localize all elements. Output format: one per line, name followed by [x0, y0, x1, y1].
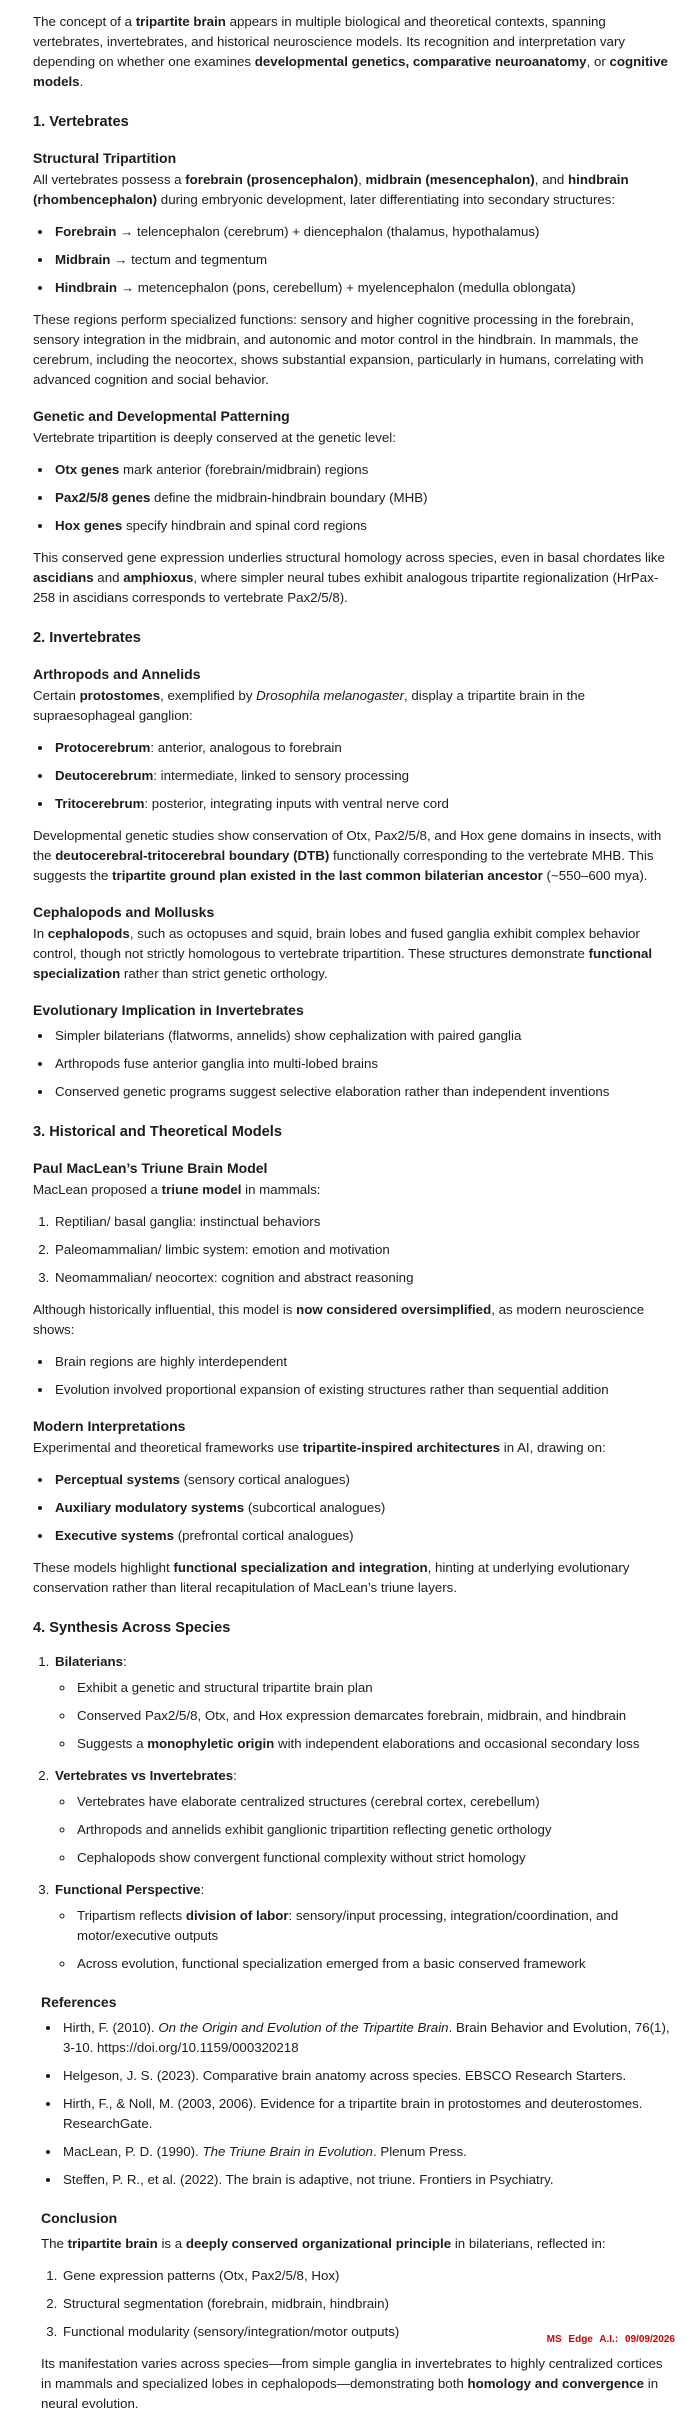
subheading-structural-tripartition: Structural Tripartition	[33, 150, 177, 166]
section-heading-historical-models: 3. Historical and Theoretical Models	[33, 1124, 282, 1140]
paragraph	[33, 1180, 673, 1200]
text-run: appears in multiple biological and theoretical contexts, spanning vertebrates, invertebrates, and historical neuroscience models. Its recognition and interpretation vary depending on whether one examines	[33, 14, 626, 69]
paragraph	[33, 826, 673, 886]
text-run: (~550–600 mya).	[542, 868, 648, 883]
list-item	[61, 2142, 673, 2162]
bold-text: Midbrain	[55, 252, 111, 267]
watermark: MS Edge A.I.: 09/09/2026	[546, 2334, 675, 2345]
list-item	[53, 1240, 673, 1260]
text-run: :	[123, 1654, 127, 1669]
text-run: , such as octopuses and squid, brain lobes and fused ganglia exhibit complex behavior control, though not strictly homologous to vertebrate tripartition. These structures demonstrate	[33, 926, 640, 961]
references-heading: References	[41, 1994, 117, 2010]
text-run: → metencephalon (pons, cerebellum) + myelencephalon (medulla oblongata)	[117, 280, 576, 295]
text-run: specify hindbrain and spinal cord regions	[122, 518, 367, 533]
bold-text: midbrain (mesencephalon)	[365, 172, 535, 187]
section-heading-vertebrates: 1. Vertebrates	[33, 114, 129, 130]
text-run: Vertebrates have elaborate centralized structures (cerebral cortex, cerebellum)	[77, 1794, 540, 1809]
bold-text: tripartite-inspired architectures	[302, 1440, 501, 1455]
text-run: mark anterior (forebrain/midbrain) regions	[119, 462, 369, 477]
paragraph	[33, 548, 673, 608]
paragraph	[33, 1300, 673, 1340]
list-item	[75, 1792, 673, 1812]
bold-text: amphioxus	[123, 570, 194, 585]
subheading-genetic-patterning: Genetic and Developmental Patterning	[33, 408, 290, 424]
paragraph	[33, 310, 673, 390]
bold-text: homology and convergence	[467, 2376, 645, 2391]
text-run: These models highlight	[33, 1560, 174, 1575]
list-item	[53, 488, 673, 508]
text-run: , where simpler neural tubes exhibit analogous tripartite regionalization (HrPax-258 in ascidians corresponds to vertebrate Pax2/5/8).	[33, 570, 659, 605]
text-run: during embryonic development, later differentiating into secondary structures:	[157, 192, 616, 207]
bold-text: developmental genetics, comparative neuroanatomy	[254, 54, 587, 69]
list-item	[53, 794, 673, 814]
list-item	[75, 1954, 673, 1974]
text-run: Developmental genetic studies show conservation of Otx, Pax2/5/8, and Hox gene domains in insects, with the	[33, 828, 662, 863]
text-run: MacLean, P. D. (1990).	[63, 2144, 203, 2159]
bold-text: Tritocerebrum	[55, 796, 145, 811]
text-run: Hirth, F. (2010).	[63, 2020, 159, 2035]
bold-text: monophyletic origin	[147, 1736, 275, 1751]
text-run: MacLean proposed a	[33, 1182, 162, 1197]
text-run: Exhibit a genetic and structural tripartite brain plan	[77, 1680, 373, 1695]
text-run: Arthropods and annelids exhibit ganglionic tripartition reflecting genetic orthology	[77, 1822, 552, 1837]
text-run: in mammals:	[241, 1182, 321, 1197]
text-run: Simpler bilaterians (flatworms, annelids) show cephalization with paired ganglia	[55, 1028, 522, 1043]
list-item	[53, 1212, 673, 1232]
paragraph	[33, 1438, 673, 1458]
references-list	[41, 2018, 673, 2190]
bold-text: division of labor	[185, 1908, 289, 1923]
synthesis-item	[53, 1766, 673, 1868]
text-run: Tripartism reflects	[77, 1908, 186, 1923]
bullet-list	[33, 1352, 673, 1400]
bold-text: hindbrain (rhombencephalon)	[33, 172, 629, 207]
text-run: Suggests a	[77, 1736, 148, 1751]
text-run: , or	[586, 54, 610, 69]
bold-text: forebrain (prosencephalon)	[185, 172, 359, 187]
bold-text: tripartite brain	[135, 14, 226, 29]
synthesis-item	[53, 1880, 673, 1974]
paragraph	[33, 170, 673, 210]
list-item	[53, 1082, 673, 1102]
section-heading-invertebrates: 2. Invertebrates	[33, 630, 141, 646]
text-run: Brain regions are highly interdependent	[55, 1354, 288, 1369]
text-run: The	[41, 2236, 68, 2251]
subheading-cephalopods: Cephalopods and Mollusks	[33, 904, 215, 920]
text-run: Reptilian/ basal ganglia: instinctual behaviors	[55, 1214, 321, 1229]
text-run: → tectum and tegmentum	[110, 252, 268, 267]
text-run: in bilaterians, reflected in:	[451, 2236, 606, 2251]
subheading-modern-interpretations: Modern Interpretations	[33, 1418, 186, 1434]
list-item	[53, 1054, 673, 1074]
bullet-list	[33, 738, 673, 814]
list-item	[53, 1268, 673, 1288]
text-run: : posterior, integrating inputs with ventral nerve cord	[144, 796, 449, 811]
bold-text: Hox genes	[55, 518, 123, 533]
text-run: : sensory/input processing, integration/coordination, and motor/executive outputs	[77, 1908, 619, 1943]
list-item	[53, 766, 673, 786]
bold-text: tripartite brain	[67, 2236, 158, 2251]
paragraph	[33, 924, 673, 984]
text-run: in neural evolution.	[41, 2376, 659, 2411]
list-item	[75, 1706, 673, 1726]
bold-text: Auxiliary modulatory systems	[55, 1500, 245, 1515]
text-run: This conserved gene expression underlies structural homology across species, even in basal chordates like	[33, 550, 665, 565]
text-run: . Brain Behavior and Evolution, 76(1), 3-10. https://doi.org/10.1159/000320218	[63, 2020, 670, 2055]
list-item	[53, 1526, 673, 1546]
list-item	[61, 2170, 673, 2190]
bold-text: cognitive models	[33, 54, 668, 89]
bold-text: protostomes	[79, 688, 161, 703]
italic-text: The Triune Brain in Evolution	[202, 2144, 373, 2159]
paragraph	[33, 428, 673, 448]
numbered-list	[33, 1212, 673, 1288]
text-run: Steffen, P. R., et al. (2022). The brain is adaptive, not triune. Frontiers in Psychiatry.	[63, 2172, 554, 2187]
subheading-triune-model: Paul MacLean’s Triune Brain Model	[33, 1160, 268, 1176]
list-item	[75, 1678, 673, 1698]
italic-text: Drosophila melanogaster	[256, 688, 404, 703]
bold-text: cephalopods	[47, 926, 130, 941]
text-run: Conserved Pax2/5/8, Otx, and Hox expression demarcates forebrain, midbrain, and hindbrain	[77, 1708, 627, 1723]
text-run: Vertebrate tripartition is deeply conserved at the genetic level:	[33, 430, 396, 445]
bold-text: triune model	[161, 1182, 242, 1197]
bullet-list	[33, 222, 673, 298]
text-run: ,	[358, 172, 366, 187]
subheading-evolutionary-implication: Evolutionary Implication in Invertebrates	[33, 1002, 304, 1018]
bold-text: Bilaterians	[55, 1654, 123, 1669]
bold-text: now considered oversimplified	[296, 1302, 492, 1317]
text-run: .	[79, 74, 84, 89]
list-item	[75, 1906, 673, 1946]
text-run: Evolution involved proportional expansion of existing structures rather than sequential addition	[55, 1382, 609, 1397]
list-item	[61, 2094, 673, 2134]
list-item	[53, 1026, 673, 1046]
text-run: In	[33, 926, 48, 941]
bold-text: Forebrain	[55, 224, 117, 239]
section-heading-synthesis: 4. Synthesis Across Species	[33, 1620, 231, 1636]
text-run: in AI, drawing on:	[500, 1440, 606, 1455]
text-run: : intermediate, linked to sensory processing	[153, 768, 410, 783]
bold-text: deeply conserved organizational principle	[185, 2236, 452, 2251]
text-run: Paleomammalian/ limbic system: emotion and motivation	[55, 1242, 390, 1257]
bold-text: functional specialization and integration	[173, 1560, 428, 1575]
numbered-list	[41, 2266, 673, 2342]
document	[33, 12, 673, 2426]
text-run: , as modern neuroscience shows:	[33, 1302, 645, 1337]
bold-text: Functional Perspective	[55, 1882, 201, 1897]
sub-bullet-list	[55, 1678, 673, 1754]
list-item	[53, 1470, 673, 1490]
text-run: and	[93, 570, 124, 585]
text-run: Functional modularity (sensory/integration/motor outputs)	[63, 2324, 400, 2339]
paragraph	[33, 1558, 673, 1598]
list-item	[75, 1734, 673, 1754]
synthesis-list	[33, 1652, 673, 1974]
list-item	[53, 250, 673, 270]
text-run: → telencephalon (cerebrum) + diencephalon (thalamus, hypothalamus)	[116, 224, 540, 239]
text-run: Certain	[33, 688, 80, 703]
text-run: functionally corresponding to the vertebrate MHB. This suggests the	[33, 848, 654, 883]
paragraph	[33, 686, 673, 726]
list-item	[53, 460, 673, 480]
text-run: These regions perform specialized functions: sensory and higher cognitive processing in the forebrain, sensory integration in the midbrain, and autonomic and motor control in the hindbrain. In mammals, the cerebrum, including the neocortex, shows substantial expansion, particularly in humans, correlating with advanced cognition and social behavior.	[33, 312, 644, 387]
list-item	[61, 2066, 673, 2086]
sub-bullet-list	[55, 1792, 673, 1868]
text-run: The concept of a	[33, 14, 136, 29]
bullet-list	[33, 1470, 673, 1546]
bold-text: Protocerebrum	[55, 740, 151, 755]
bold-text: Otx genes	[55, 462, 120, 477]
list-item	[53, 1352, 673, 1372]
bold-text: ascidians	[33, 570, 94, 585]
list-item	[53, 278, 673, 298]
bold-text: tripartite ground plan existed in the last common bilaterian ancestor	[112, 868, 543, 883]
paragraph	[41, 2354, 673, 2414]
conclusion-heading: Conclusion	[41, 2210, 118, 2226]
synthesis-item	[53, 1652, 673, 1754]
list-item	[61, 2266, 673, 2286]
text-run: Neomammalian/ neocortex: cognition and abstract reasoning	[55, 1270, 414, 1285]
text-run: All vertebrates possess a	[33, 172, 186, 187]
bold-text: Deutocerebrum	[55, 768, 154, 783]
text-run: (prefrontal cortical analogues)	[174, 1528, 354, 1543]
text-run: Hirth, F., & Noll, M. (2003, 2006). Evidence for a tripartite brain in protostomes and deuterostomes. ResearchGate.	[63, 2096, 643, 2131]
bold-text: Vertebrates vs Invertebrates	[55, 1768, 234, 1783]
sub-bullet-list	[55, 1906, 673, 1974]
text-run: Helgeson, J. S. (2023). Comparative brain anatomy across species. EBSCO Research Starters.	[63, 2068, 627, 2083]
bold-text: functional specialization	[33, 946, 653, 981]
text-run: (sensory cortical analogues)	[179, 1472, 350, 1487]
list-item	[75, 1848, 673, 1868]
list-item	[53, 516, 673, 536]
text-run: , and	[534, 172, 569, 187]
bold-text: deutocerebral-tritocerebral boundary (DTB)	[55, 848, 330, 863]
list-item	[61, 2294, 673, 2314]
list-item	[53, 738, 673, 758]
bullet-list	[33, 1026, 673, 1102]
bold-text: Pax2/5/8 genes	[55, 490, 151, 505]
bullet-list	[33, 460, 673, 536]
text-run: , exemplified by	[160, 688, 257, 703]
text-run: Cephalopods show convergent functional complexity without strict homology	[77, 1850, 526, 1865]
text-run: , display a tripartite brain in the supraesophageal ganglion:	[33, 688, 586, 723]
bold-text: Hindbrain	[55, 280, 118, 295]
text-run: rather than strict genetic orthology.	[120, 966, 328, 981]
text-run: Across evolution, functional specialization emerged from a basic conserved framework	[77, 1956, 586, 1971]
list-item	[75, 1820, 673, 1840]
text-run: : anterior, analogous to forebrain	[150, 740, 342, 755]
text-run: Arthropods fuse anterior ganglia into multi-lobed brains	[55, 1056, 379, 1071]
list-item	[53, 1498, 673, 1518]
bold-text: Perceptual systems	[55, 1472, 180, 1487]
text-run: Structural segmentation (forebrain, midbrain, hindbrain)	[63, 2296, 389, 2311]
text-run: is a	[157, 2236, 186, 2251]
list-item	[53, 1380, 673, 1400]
list-item	[61, 2018, 673, 2058]
text-run: Gene expression patterns (Otx, Pax2/5/8, Hox)	[63, 2268, 340, 2283]
list-item	[53, 222, 673, 242]
text-run: Conserved genetic programs suggest selective elaboration rather than independent inventions	[55, 1084, 610, 1099]
text-run: (subcortical analogues)	[244, 1500, 386, 1515]
text-run: :	[200, 1882, 205, 1897]
text-run: , hinting at underlying evolutionary conservation rather than literal recapitulation of MacLean’s triune layers.	[33, 1560, 630, 1595]
text-run: :	[233, 1768, 237, 1783]
italic-text: On the Origin and Evolution of the Tripartite Brain	[158, 2020, 449, 2035]
text-run: define the midbrain-hindbrain boundary (MHB)	[150, 490, 428, 505]
text-run: . Plenum Press.	[372, 2144, 467, 2159]
paragraph	[41, 2234, 673, 2254]
subheading-arthropods: Arthropods and Annelids	[33, 666, 201, 682]
text-run: Experimental and theoretical frameworks use	[33, 1440, 303, 1455]
text-run: with independent elaborations and occasional secondary loss	[274, 1736, 640, 1751]
text-run: Although historically influential, this model is	[33, 1302, 297, 1317]
text-run: Its manifestation varies across species—from simple ganglia in invertebrates to highly centralized cortices in mammals and specialized lobes in cephalopods—demonstrating both	[41, 2356, 663, 2391]
intro-paragraph	[33, 12, 673, 92]
bold-text: Executive systems	[55, 1528, 175, 1543]
